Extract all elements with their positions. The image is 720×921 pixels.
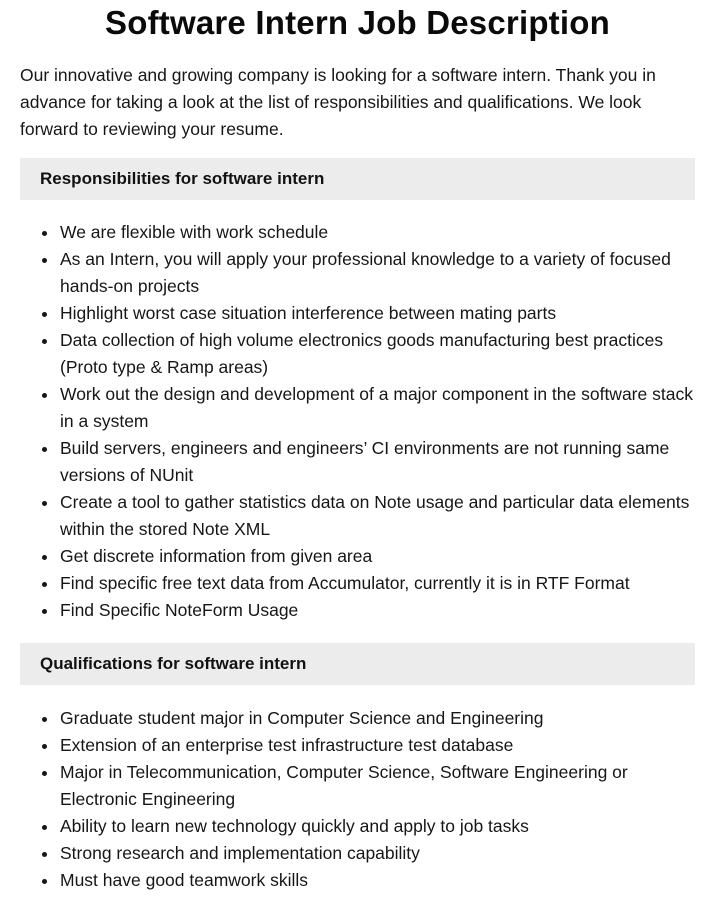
list-item: Ability to learn new technology quickly and apply to job tasks [60, 813, 695, 840]
job-description-page [20, 0, 695, 894]
qualifications-list [20, 705, 695, 894]
responsibilities-heading: Responsibilities for software intern [20, 158, 695, 200]
intro-paragraph: Our innovative and growing company is looking for a software intern. Thank you in advance for taking a look at the list of responsibilities and qualifications. We look forward to reviewing your resume. [20, 65, 656, 139]
list-item: Must have good teamwork skills [60, 867, 695, 894]
list-item: Find specific free text data from Accumulator, currently it is in RTF Format [60, 570, 695, 597]
list-item: Create a tool to gather statistics data on Note usage and particular data elements within the stored Note XML [60, 489, 695, 543]
page-title: Software Intern Job Description [105, 4, 610, 41]
list-item: Major in Telecommunication, Computer Science, Software Engineering or Electronic Engineering [60, 759, 695, 813]
list-item: Graduate student major in Computer Science and Engineering [60, 705, 695, 732]
list-item: As an Intern, you will apply your professional knowledge to a variety of focused hands-on projects [60, 246, 695, 300]
list-item: Build servers, engineers and engineers’ CI environments are not running same versions of NUnit [60, 435, 695, 489]
responsibilities-list [20, 219, 695, 624]
list-item: Strong research and implementation capability [60, 840, 695, 867]
list-item: We are flexible with work schedule [60, 219, 695, 246]
list-item: Find Specific NoteForm Usage [60, 597, 695, 624]
list-item: Data collection of high volume electronics goods manufacturing best practices (Proto type & Ramp areas) [60, 327, 695, 381]
list-item: Extension of an enterprise test infrastructure test database [60, 732, 695, 759]
list-item: Get discrete information from given area [60, 543, 695, 570]
list-item: Highlight worst case situation interference between mating parts [60, 300, 695, 327]
qualifications-heading: Qualifications for software intern [20, 643, 695, 685]
list-item: Work out the design and development of a major component in the software stack in a system [60, 381, 695, 435]
